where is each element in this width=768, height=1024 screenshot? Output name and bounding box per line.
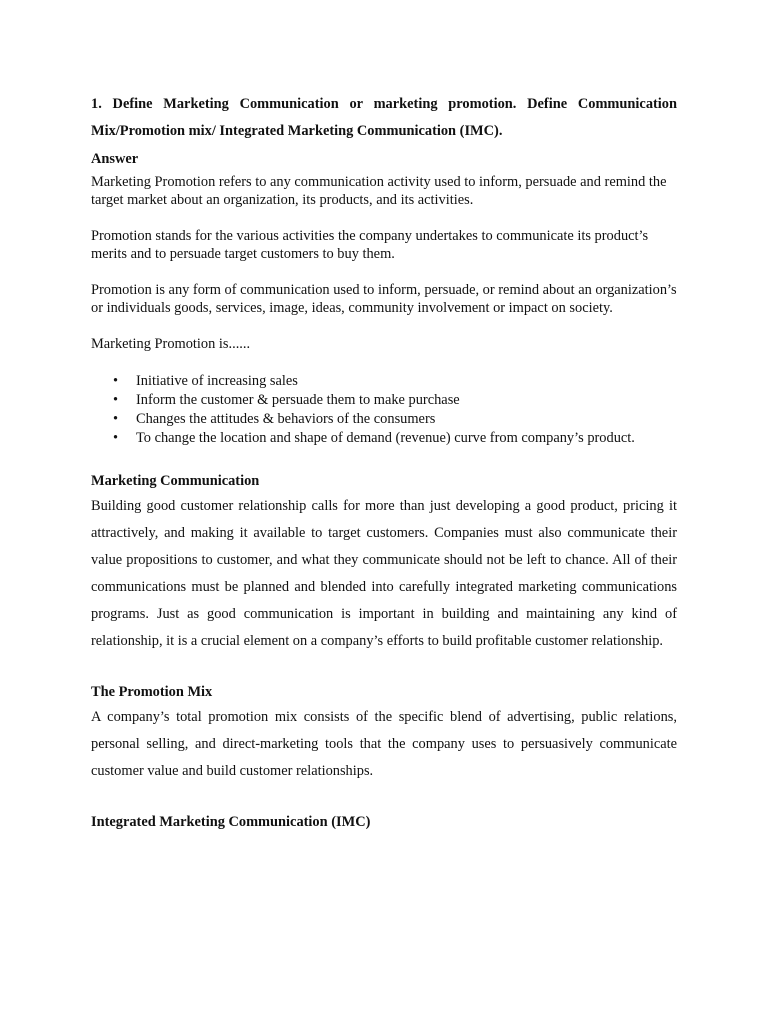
section-heading-promotion-mix: The Promotion Mix xyxy=(91,683,213,700)
paragraph-definition: Marketing Promotion refers to any communication activity used to inform, persuade and remind the target market about an organization, its products, and its activities. xyxy=(91,174,667,208)
section-heading-marketing-communication: Marketing Communication xyxy=(91,472,260,489)
list-item-text: To change the location and shape of demand (revenue) curve from company’s product. xyxy=(136,429,635,446)
list-item xyxy=(91,429,677,448)
paragraph-promotion-activities: Promotion stands for the various activities the company undertakes to communicate its product’s merits and to persuade target customers to buy them. xyxy=(91,228,649,262)
paragraph-promotion-is: Marketing Promotion is...... xyxy=(91,336,251,352)
document-page xyxy=(91,91,677,831)
bullet-list xyxy=(91,372,677,448)
list-item xyxy=(91,391,677,410)
bullet-icon: • xyxy=(113,410,119,427)
answer-heading: Answer xyxy=(91,151,139,167)
bullet-icon: • xyxy=(113,391,119,408)
list-item xyxy=(91,410,677,429)
section-body-marketing-communication: Building good customer relationship calls for more than just developing a good product, pricing it attractively, and making it available to target customers. Companies must also communicate their value propositions to customer, and what they communicate should not be left to chance. All of their communications must be planned and blended into carefully integrated marketing communications programs. Just as good communication is important in building and maintaining any kind of relationship, it is a crucial element on a company’s efforts to build profitable customer relationship. xyxy=(91,497,677,649)
question-heading: 1. Define Marketing Communication or marketing promotion. Define Communication Mix/Promotion mix/ Integrated Marketing Communication (IMC). xyxy=(91,96,677,139)
list-item-text: Inform the customer & persuade them to make purchase xyxy=(136,391,460,408)
list-item-text: Changes the attitudes & behaviors of the consumers xyxy=(136,410,436,427)
list-item-text: Initiative of increasing sales xyxy=(136,372,298,389)
list-item xyxy=(91,372,677,391)
bullet-icon: • xyxy=(113,429,119,446)
bullet-icon: • xyxy=(113,372,119,389)
paragraph-promotion-form: Promotion is any form of communication used to inform, persuade, or remind about an organization’s or individuals goods, services, image, ideas, community involvement or impact on society. xyxy=(91,282,677,316)
section-body-promotion-mix: A company’s total promotion mix consists of the specific blend of advertising, public relations, personal selling, and direct-marketing tools that the company uses to persuasively communicate customer value and build customer relationships. xyxy=(91,708,677,779)
section-heading-imc: Integrated Marketing Communication (IMC) xyxy=(91,813,371,830)
